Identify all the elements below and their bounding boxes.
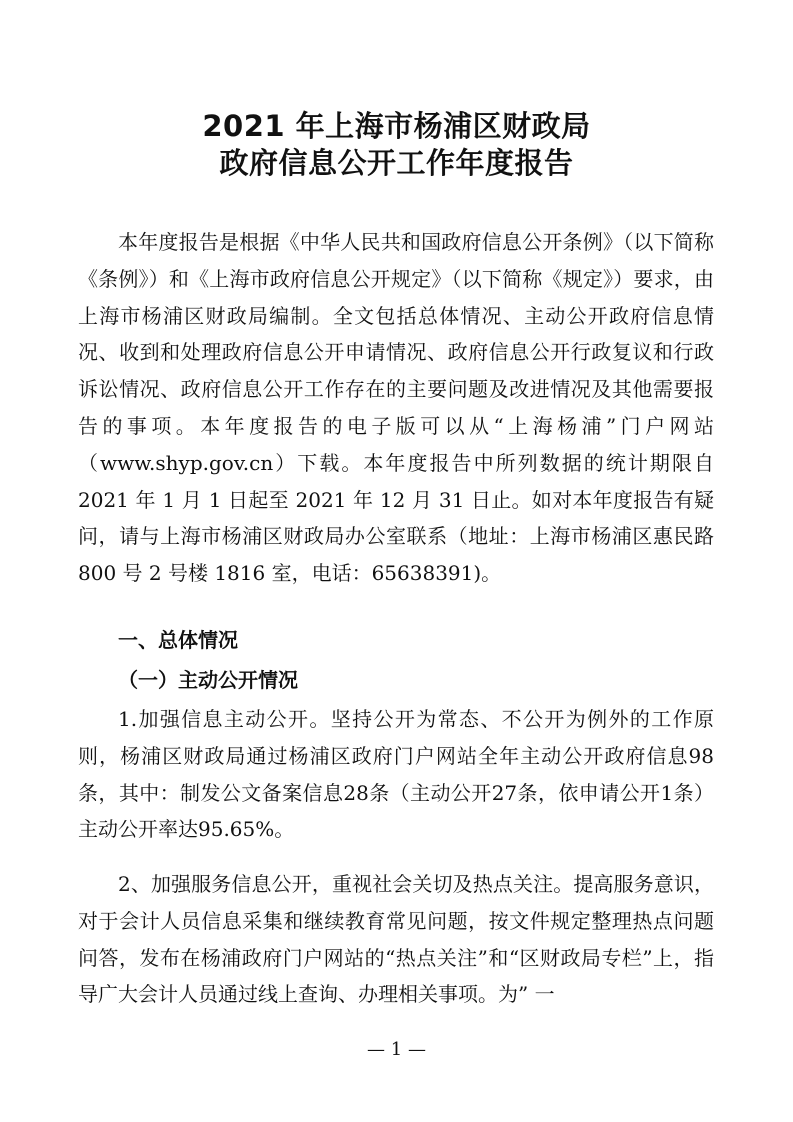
report-title-line-1: 2021 年上海市杨浦区财政局: [202, 109, 591, 143]
page-number: — 1 —: [367, 1039, 426, 1060]
section-heading-overview: 一、总体情况: [118, 628, 238, 652]
report-title-line-2: 政府信息公开工作年度报告: [219, 146, 574, 180]
paragraph-service-disclosure: 2、加强服务信息公开，重视社会关切及热点关注。提高服务意识，对于会计人员信息采集和继续教育常见问题，按文件规定整理热点问题问答，发布在杨浦政府门户网站的“热点关注”和“区财政局专栏”上，指导广大会计人员通过线上查询、办理相关事项。为” 一: [78, 872, 714, 1007]
subsection-heading-proactive-disclosure: （一）主动公开情况: [118, 668, 298, 692]
paragraph-proactive-disclosure: 1.加强信息主动公开。坚持公开为常态、不公开为例外的工作原则，杨浦区财政局通过杨浦区政府门户网站全年主动公开政府信息98条，其中：制发公文备案信息28条（主动公开27条，依申请公开1条）主动公开率达95.65%。: [78, 707, 714, 842]
intro-paragraph: 本年度报告是根据《中华人民共和国政府信息公开条例》（以下简称《条例》）和《上海市政府信息公开规定》（以下简称《规定》）要求，由上海市杨浦区财政局编制。全文包括总体情况、主动公开政府信息情况、收到和处理政府信息公开申请情况、政府信息公开行政复议和行政诉讼情况、政府信息公开工作存在的主要问题及改进情况及其他需要报告的事项。本年度报告的电子版可以从“上海杨浦”门户网站（www.shyp.gov.cn）下载。本年度报告中所列数据的统计期限自 2021 年 1 月 1 日起至 2021 年 12 月 31 日止。如对本年度报告有疑问，请与上海市杨浦区财政局办公室联系（地址：上海市杨浦区惠民路 800 号 2 号楼 1816 室，电话：65638391)。: [78, 230, 714, 586]
